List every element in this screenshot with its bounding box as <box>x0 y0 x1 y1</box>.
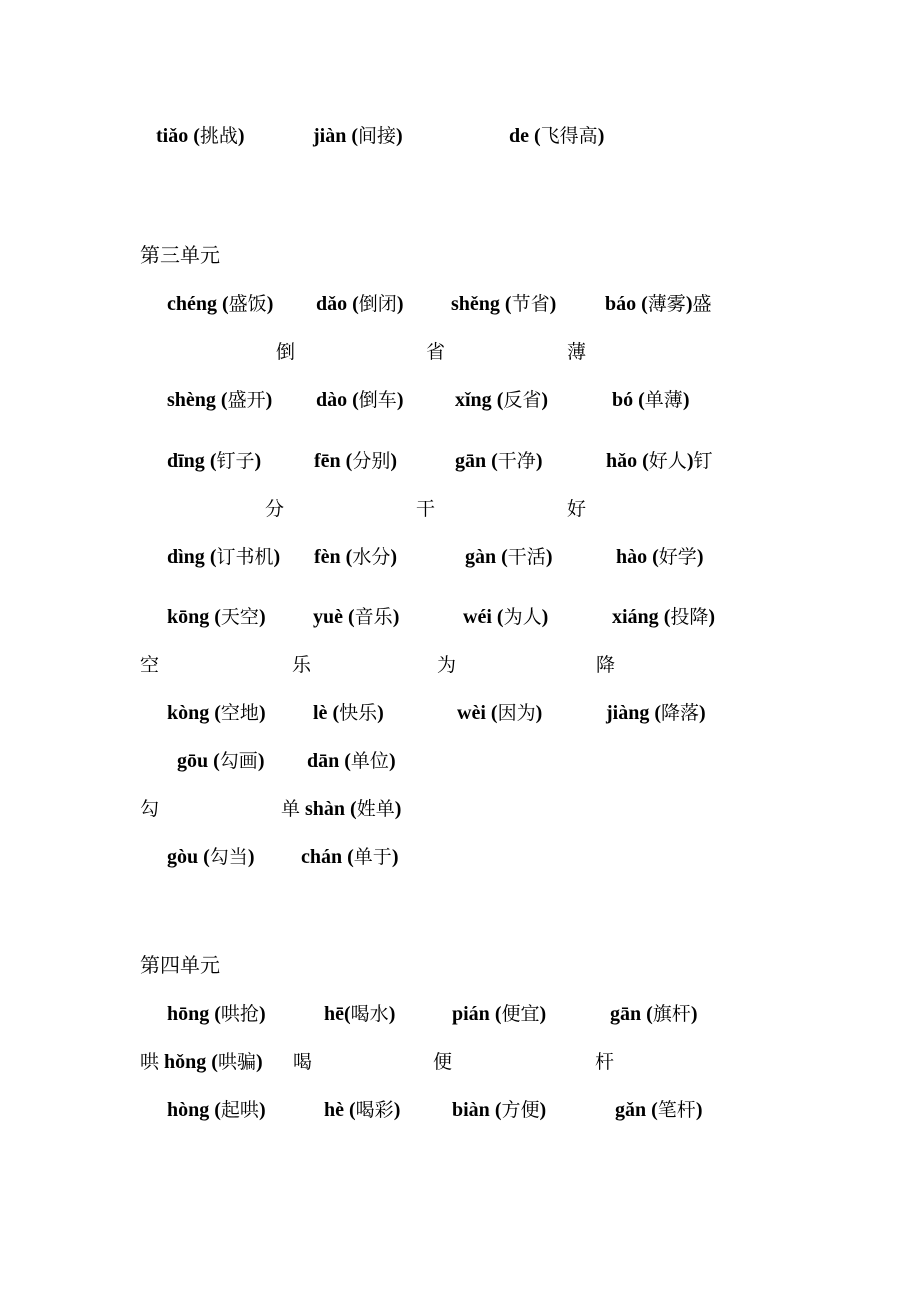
pinyin: tiǎo <box>156 125 189 147</box>
pinyin: pián <box>452 1003 490 1025</box>
entry: gān (旗杆) <box>610 1003 698 1025</box>
pinyin: gōu <box>177 750 209 772</box>
entry: chéng (盛饭) <box>167 293 274 315</box>
character: 便 <box>433 1051 453 1073</box>
pinyin: gǎn <box>615 1099 647 1121</box>
pinyin: biàn <box>452 1099 490 1121</box>
pinyin: gān <box>610 1003 642 1025</box>
pinyin: chéng <box>167 293 217 315</box>
pinyin: kòng <box>167 702 210 724</box>
entry: kōng (天空) <box>167 606 266 628</box>
pinyin: bó <box>612 389 634 411</box>
entry: jiàng (降落) <box>606 702 706 724</box>
entry: dān (单位) <box>307 750 396 772</box>
pinyin: dìng <box>167 546 205 568</box>
word: 倒闭 <box>358 293 397 315</box>
entry: hōng (哄抢) <box>167 1003 266 1025</box>
word: 钉子 <box>216 450 255 472</box>
pinyin: dǎo <box>316 293 348 315</box>
pinyin: hǒng <box>164 1051 207 1073</box>
entry: dào (倒车) <box>316 389 404 411</box>
word: 便宜 <box>501 1003 540 1025</box>
word: 薄雾 <box>647 293 686 315</box>
pinyin: dīng <box>167 450 205 472</box>
word: 空地 <box>220 702 259 724</box>
pinyin: shàn <box>305 798 346 820</box>
character: 空 <box>140 654 160 676</box>
character: 分 <box>265 498 285 520</box>
character: 为 <box>437 654 457 676</box>
pinyin: hǎo <box>606 450 638 472</box>
section-heading: 第三单元 <box>140 243 220 267</box>
entry: yuè (音乐) <box>313 606 400 628</box>
word: 为人 <box>503 606 542 628</box>
entry: gǎn (笔杆) <box>615 1099 703 1121</box>
word: 单位 <box>350 750 389 772</box>
word: 好学 <box>658 546 697 568</box>
word: 姓单 <box>356 798 395 820</box>
pinyin: lè <box>313 702 328 724</box>
word: 喝水 <box>350 1003 389 1025</box>
character: 盛 <box>692 293 712 315</box>
word: 笔杆 <box>657 1099 696 1121</box>
word: 投降 <box>670 606 709 628</box>
entry: shèng (盛开) <box>167 389 273 411</box>
word: 天空 <box>220 606 259 628</box>
entry: wèi (因为) <box>457 702 543 724</box>
pinyin: hè <box>324 1099 344 1121</box>
entry: xiáng (投降) <box>612 606 716 628</box>
word: 哄抢 <box>220 1003 259 1025</box>
pinyin: hòng <box>167 1099 210 1121</box>
pinyin: dān <box>307 750 340 772</box>
entry: fēn (分别) <box>314 450 398 472</box>
pinyin: xǐng <box>455 389 492 411</box>
word: 干活 <box>507 546 546 568</box>
entry: gàn (干活) <box>465 546 553 568</box>
pinyin: gān <box>455 450 487 472</box>
entry: hè (喝彩) <box>324 1099 401 1121</box>
pinyin: jiàn <box>313 125 347 147</box>
pinyin: gàn <box>465 546 497 568</box>
entry: 单 shàn (姓单) <box>281 798 402 820</box>
word: 反省 <box>503 389 542 411</box>
entry: biàn (方便) <box>452 1099 547 1121</box>
character: 薄 <box>567 341 587 363</box>
entry: de (飞得高) <box>509 125 605 147</box>
entry: hào (好学) <box>616 546 704 568</box>
entry: fèn (水分) <box>314 546 398 568</box>
word: 勾画 <box>219 750 258 772</box>
pinyin: dào <box>316 389 348 411</box>
entry: 哄 hǒng (哄骗) <box>140 1051 263 1073</box>
character: 勾 <box>140 798 160 820</box>
entry: wéi (为人) <box>463 606 549 628</box>
pinyin: wèi <box>457 702 486 724</box>
pinyin: xiáng <box>612 606 659 628</box>
character: 单 <box>281 798 301 820</box>
character: 钉 <box>693 450 713 472</box>
character: 降 <box>596 654 616 676</box>
word: 单薄 <box>644 389 683 411</box>
word: 单于 <box>353 846 392 868</box>
pinyin: hào <box>616 546 648 568</box>
word: 挑战 <box>199 125 238 147</box>
entry: shěng (节省) <box>451 293 557 315</box>
word: 倒车 <box>358 389 397 411</box>
entry: dīng (钉子) <box>167 450 262 472</box>
pinyin: fèn <box>314 546 341 568</box>
word: 分别 <box>352 450 391 472</box>
word: 好人 <box>648 450 687 472</box>
word: 间接 <box>358 125 397 147</box>
entry: pián (便宜) <box>452 1003 547 1025</box>
entry: kòng (空地) <box>167 702 266 724</box>
character: 杆 <box>595 1051 615 1073</box>
word: 订书机 <box>216 546 274 568</box>
word: 音乐 <box>354 606 393 628</box>
entry: hǎo (好人)钉 <box>606 450 713 472</box>
pinyin: chán <box>301 846 343 868</box>
word: 盛开 <box>227 389 266 411</box>
pinyin: yuè <box>313 606 343 628</box>
entry: dǎo (倒闭) <box>316 293 404 315</box>
entry: gòu (勾当) <box>167 846 255 868</box>
entry: tiǎo (挑战) <box>156 125 245 147</box>
pinyin: jiàng <box>606 702 650 724</box>
entry: chán (单于) <box>301 846 399 868</box>
entry: báo (薄雾)盛 <box>605 293 712 315</box>
pinyin: kōng <box>167 606 210 628</box>
entry: jiàn (间接) <box>313 125 403 147</box>
pinyin: báo <box>605 293 637 315</box>
word: 水分 <box>352 546 391 568</box>
word: 快乐 <box>339 702 378 724</box>
word: 方便 <box>501 1099 540 1121</box>
character: 乐 <box>292 654 312 676</box>
word: 哄骗 <box>217 1051 256 1073</box>
character: 喝 <box>293 1051 313 1073</box>
pinyin: fēn <box>314 450 341 472</box>
word: 节省 <box>511 293 550 315</box>
word: 盛饭 <box>228 293 267 315</box>
pinyin: shèng <box>167 389 216 411</box>
section-heading: 第四单元 <box>140 953 220 977</box>
character: 哄 <box>140 1051 160 1073</box>
word: 喝彩 <box>355 1099 394 1121</box>
word: 起哄 <box>220 1099 259 1121</box>
entry: lè (快乐) <box>313 702 384 724</box>
pinyin: hōng <box>167 1003 210 1025</box>
pinyin: hē <box>324 1003 344 1025</box>
entry: gān (干净) <box>455 450 543 472</box>
character: 干 <box>416 498 436 520</box>
pinyin: de <box>509 125 529 147</box>
entry: bó (单薄) <box>612 389 690 411</box>
word: 干净 <box>497 450 536 472</box>
entry: dìng (订书机) <box>167 546 281 568</box>
entry: hòng (起哄) <box>167 1099 266 1121</box>
pinyin: gòu <box>167 846 199 868</box>
entry: xǐng (反省) <box>455 389 549 411</box>
word: 旗杆 <box>652 1003 691 1025</box>
word: 飞得高 <box>540 125 598 147</box>
word: 勾当 <box>209 846 248 868</box>
entry: hē(喝水) <box>324 1003 396 1025</box>
pinyin: wéi <box>463 606 492 628</box>
word: 降落 <box>661 702 700 724</box>
pinyin: shěng <box>451 293 500 315</box>
word: 因为 <box>497 702 536 724</box>
character: 省 <box>426 341 446 363</box>
character: 好 <box>567 498 587 520</box>
character: 倒 <box>276 341 296 363</box>
entry: gōu (勾画) <box>177 750 265 772</box>
